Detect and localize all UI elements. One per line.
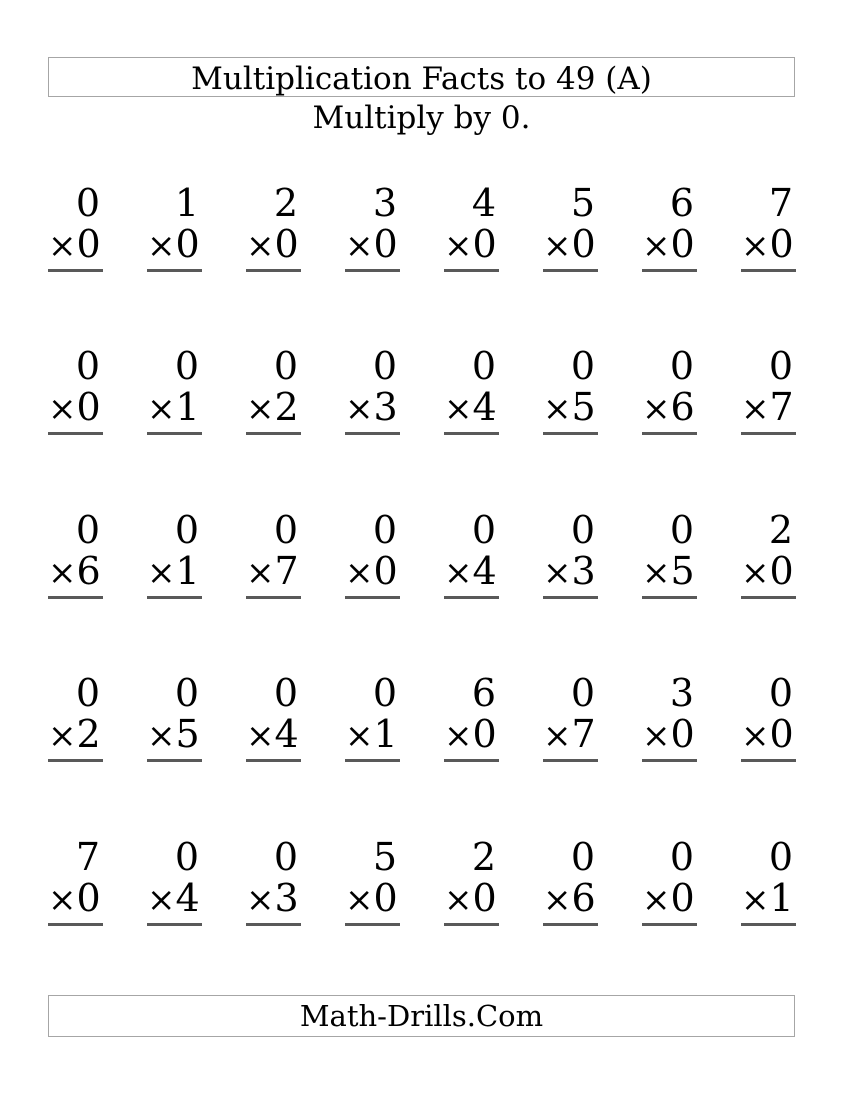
multiplicand: 0 [768, 835, 793, 879]
times-icon: × [345, 226, 374, 266]
problem-row [48, 837, 796, 926]
problem-cell [444, 183, 499, 272]
problem-cell [741, 837, 796, 926]
multiplicand: 0 [768, 344, 793, 388]
multiplicand: 0 [669, 344, 694, 388]
problem-cell [147, 510, 202, 599]
multiplicand: 4 [471, 181, 496, 225]
multiplicand: 0 [570, 671, 595, 715]
multiplier-line [444, 387, 499, 430]
multiplier-line [48, 878, 103, 921]
problem-cell [642, 510, 697, 599]
multiplier: 6 [76, 549, 101, 593]
footer-box [48, 995, 795, 1037]
problem-cell [246, 183, 301, 272]
times-icon: × [246, 716, 275, 756]
problem-cell [48, 183, 103, 272]
multiplier-line [543, 224, 598, 267]
problem-cell [147, 673, 202, 762]
times-icon: × [345, 716, 374, 756]
multiplicand: 6 [669, 181, 694, 225]
problem-cell [642, 837, 697, 926]
multiplicand: 0 [570, 508, 595, 552]
multiplier-line [543, 387, 598, 430]
multiplier: 4 [274, 712, 299, 756]
multiplicand: 0 [273, 671, 298, 715]
times-icon: × [543, 389, 572, 429]
multiplier-line [345, 551, 400, 594]
multiplier: 0 [472, 222, 497, 266]
problem-cell [246, 837, 301, 926]
times-icon: × [147, 389, 176, 429]
multiplicand: 7 [75, 835, 100, 879]
times-icon: × [246, 226, 275, 266]
multiplier-line [444, 878, 499, 921]
problem-cell [642, 346, 697, 435]
multiplicand: 2 [471, 835, 496, 879]
multiplicand: 0 [372, 344, 397, 388]
footer-brand: Math-Drills.Com [299, 999, 544, 1033]
problem-cell [543, 183, 598, 272]
multiplier: 5 [175, 712, 200, 756]
multiplier-line [444, 714, 499, 757]
multiplier-line [741, 878, 796, 921]
times-icon: × [48, 716, 77, 756]
times-icon: × [444, 389, 473, 429]
multiplier: 0 [373, 876, 398, 920]
multiplier-line [642, 714, 697, 757]
multiplier-line [642, 878, 697, 921]
times-icon: × [345, 389, 374, 429]
multiplier-line [246, 878, 301, 921]
multiplier: 1 [769, 876, 794, 920]
multiplier-line [345, 387, 400, 430]
problem-cell [444, 673, 499, 762]
multiplier: 4 [472, 385, 497, 429]
multiplier-line [345, 878, 400, 921]
problem-cell [741, 346, 796, 435]
multiplier-line [642, 551, 697, 594]
multiplier: 0 [76, 222, 101, 266]
multiplier-line [543, 551, 598, 594]
multiplier: 7 [571, 712, 596, 756]
problem-row [48, 673, 796, 762]
problem-cell [543, 346, 598, 435]
multiplier-line [741, 387, 796, 430]
times-icon: × [444, 716, 473, 756]
multiplicand: 5 [570, 181, 595, 225]
times-icon: × [147, 880, 176, 920]
problem-row [48, 183, 796, 272]
multiplicand: 1 [174, 181, 199, 225]
times-icon: × [444, 880, 473, 920]
times-icon: × [543, 226, 572, 266]
times-icon: × [48, 389, 77, 429]
multiplier: 3 [373, 385, 398, 429]
multiplier: 3 [274, 876, 299, 920]
multiplier-line [246, 714, 301, 757]
times-icon: × [642, 880, 671, 920]
problem-cell [543, 837, 598, 926]
problem-row [48, 510, 796, 599]
multiplicand: 0 [75, 344, 100, 388]
multiplier-line [543, 714, 598, 757]
problem-cell [147, 837, 202, 926]
multiplicand: 0 [669, 508, 694, 552]
times-icon: × [543, 716, 572, 756]
problem-cell [444, 346, 499, 435]
multiplicand: 0 [174, 508, 199, 552]
title-box [48, 57, 795, 97]
times-icon: × [642, 716, 671, 756]
times-icon: × [741, 716, 770, 756]
multiplier-line [444, 551, 499, 594]
multiplicand: 0 [372, 671, 397, 715]
multiplier: 3 [571, 549, 596, 593]
problem-cell [246, 673, 301, 762]
multiplicand: 7 [768, 181, 793, 225]
multiplier-line [147, 878, 202, 921]
multiplier: 2 [274, 385, 299, 429]
multiplicand: 0 [273, 508, 298, 552]
times-icon: × [147, 226, 176, 266]
times-icon: × [246, 880, 275, 920]
multiplier-line [741, 714, 796, 757]
multiplicand: 0 [669, 835, 694, 879]
problem-cell [741, 673, 796, 762]
times-icon: × [345, 880, 374, 920]
multiplicand: 5 [372, 835, 397, 879]
multiplier: 0 [76, 385, 101, 429]
multiplicand: 0 [75, 508, 100, 552]
times-icon: × [246, 389, 275, 429]
multiplicand: 3 [669, 671, 694, 715]
times-icon: × [642, 226, 671, 266]
multiplicand: 0 [570, 344, 595, 388]
multiplicand: 0 [471, 344, 496, 388]
times-icon: × [147, 716, 176, 756]
multiplier: 1 [373, 712, 398, 756]
problem-cell [345, 510, 400, 599]
multiplier: 1 [175, 385, 200, 429]
times-icon: × [246, 553, 275, 593]
multiplier-line [246, 387, 301, 430]
multiplier-line [48, 224, 103, 267]
multiplier-line [48, 714, 103, 757]
problem-cell [741, 510, 796, 599]
problem-cell [48, 837, 103, 926]
multiplier: 4 [472, 549, 497, 593]
problem-cell [246, 346, 301, 435]
multiplier: 0 [274, 222, 299, 266]
multiplier-line [48, 387, 103, 430]
multiplier: 6 [670, 385, 695, 429]
multiplicand: 0 [273, 344, 298, 388]
multiplier: 0 [472, 712, 497, 756]
multiplicand: 0 [174, 835, 199, 879]
worksheet-title: Multiplication Facts to 49 (A) [191, 61, 652, 97]
times-icon: × [444, 553, 473, 593]
times-icon: × [741, 880, 770, 920]
multiplier-line [147, 551, 202, 594]
times-icon: × [741, 553, 770, 593]
multiplicand: 0 [174, 344, 199, 388]
multiplier: 0 [670, 222, 695, 266]
multiplicand: 0 [471, 508, 496, 552]
problem-row [48, 346, 796, 435]
times-icon: × [642, 553, 671, 593]
problem-cell [741, 183, 796, 272]
times-icon: × [642, 389, 671, 429]
multiplier-line [642, 387, 697, 430]
multiplicand: 0 [768, 671, 793, 715]
multiplier: 6 [571, 876, 596, 920]
multiplier-line [147, 714, 202, 757]
multiplier: 0 [769, 712, 794, 756]
multiplier-line [444, 224, 499, 267]
times-icon: × [345, 553, 374, 593]
multiplier: 0 [571, 222, 596, 266]
problem-cell [642, 673, 697, 762]
problem-cell [345, 183, 400, 272]
problem-cell [444, 510, 499, 599]
multiplier-line [147, 387, 202, 430]
problem-cell [444, 837, 499, 926]
multiplier-line [345, 714, 400, 757]
times-icon: × [741, 226, 770, 266]
multiplier: 0 [76, 876, 101, 920]
times-icon: × [48, 553, 77, 593]
multiplier: 0 [769, 222, 794, 266]
multiplier-line [741, 551, 796, 594]
multiplicand: 0 [174, 671, 199, 715]
times-icon: × [147, 553, 176, 593]
multiplicand: 2 [273, 181, 298, 225]
multiplicand: 3 [372, 181, 397, 225]
multiplicand: 0 [75, 181, 100, 225]
times-icon: × [543, 880, 572, 920]
worksheet-subtitle: Multiply by 0. [312, 100, 531, 136]
problem-cell [48, 346, 103, 435]
multiplicand: 0 [372, 508, 397, 552]
multiplier: 4 [175, 876, 200, 920]
times-icon: × [444, 226, 473, 266]
multiplier: 2 [76, 712, 101, 756]
problem-cell [147, 183, 202, 272]
multiplier: 7 [769, 385, 794, 429]
times-icon: × [48, 226, 77, 266]
multiplier: 0 [670, 712, 695, 756]
multiplier-line [741, 224, 796, 267]
times-icon: × [543, 553, 572, 593]
multiplier-line [147, 224, 202, 267]
multiplicand: 2 [768, 508, 793, 552]
multiplier-line [246, 551, 301, 594]
times-icon: × [741, 389, 770, 429]
problem-cell [147, 346, 202, 435]
multiplier-line [543, 878, 598, 921]
multiplier: 0 [175, 222, 200, 266]
multiplier: 7 [274, 549, 299, 593]
multiplicand: 0 [75, 671, 100, 715]
multiplier-line [48, 551, 103, 594]
multiplicand: 0 [570, 835, 595, 879]
problem-cell [246, 510, 301, 599]
multiplier: 5 [571, 385, 596, 429]
multiplier-line [642, 224, 697, 267]
multiplier: 0 [670, 876, 695, 920]
multiplier: 0 [373, 549, 398, 593]
multiplicand: 6 [471, 671, 496, 715]
multiplier: 0 [472, 876, 497, 920]
problem-cell [642, 183, 697, 272]
problem-cell [345, 837, 400, 926]
problem-cell [345, 346, 400, 435]
problem-cell [48, 673, 103, 762]
problem-cell [48, 510, 103, 599]
multiplier: 1 [175, 549, 200, 593]
problem-cell [345, 673, 400, 762]
problem-cell [543, 510, 598, 599]
multiplier: 0 [373, 222, 398, 266]
multiplier-line [246, 224, 301, 267]
problem-cell [543, 673, 598, 762]
multiplier-line [345, 224, 400, 267]
multiplicand: 0 [273, 835, 298, 879]
multiplier: 0 [769, 549, 794, 593]
multiplier: 5 [670, 549, 695, 593]
times-icon: × [48, 880, 77, 920]
